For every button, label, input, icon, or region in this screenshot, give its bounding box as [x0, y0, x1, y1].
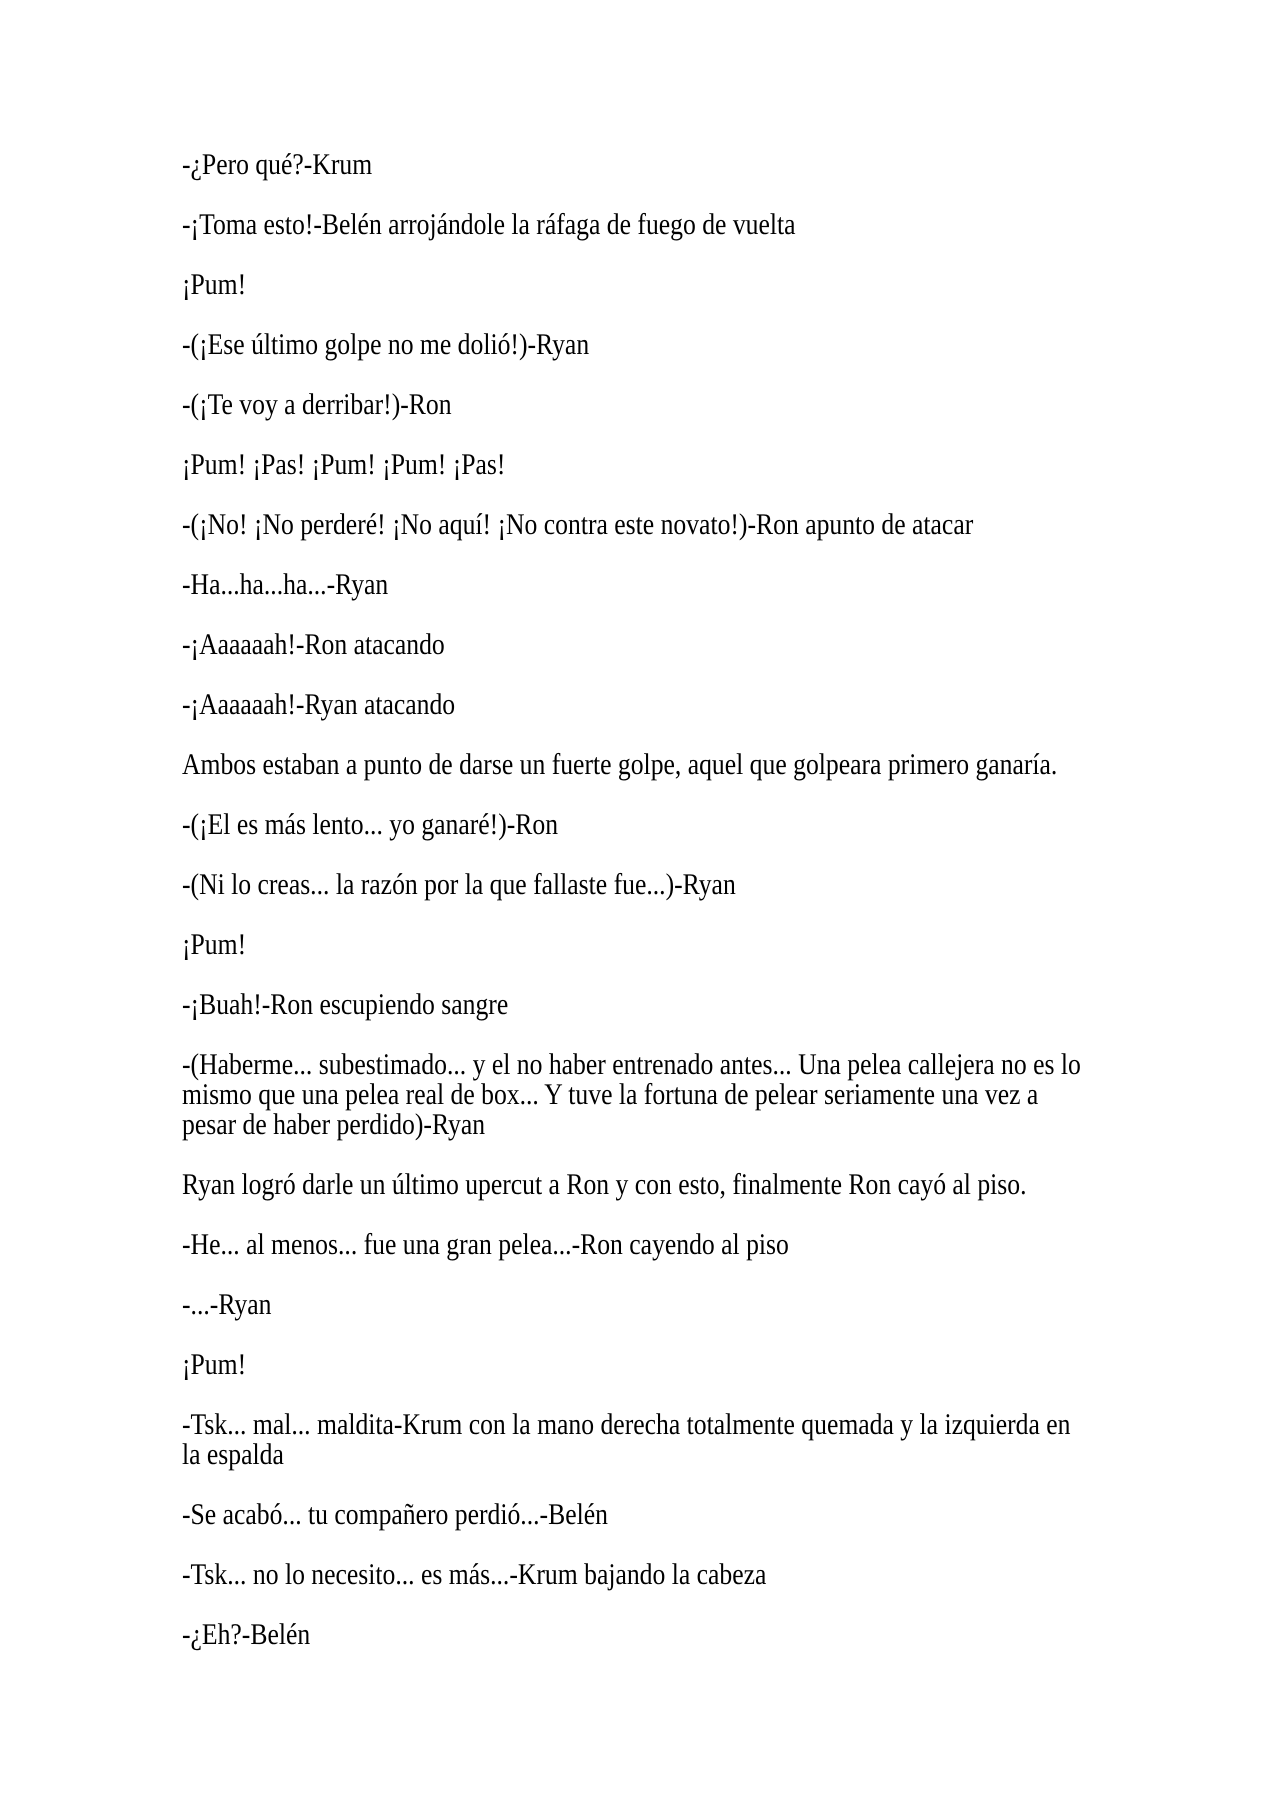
- paragraph: Ambos estaban a punto de darse un fuerte golpe, aquel que golpeara primero ganaría.: [182, 748, 1058, 781]
- paragraph: -Se acabó... tu compañero perdió...-Belén: [182, 1498, 608, 1531]
- paragraph: -Tsk... mal... maldita-Krum con la mano derecha totalmente quemada y la izquierda en la espalda: [182, 1408, 1071, 1471]
- paragraph: -(¡Te voy a derribar!)-Ron: [182, 388, 452, 421]
- paragraph: -(¡No! ¡No perderé! ¡No aquí! ¡No contra este novato!)-Ron apunto de atacar: [182, 508, 974, 541]
- paragraph: -Ha...ha...ha...-Ryan: [182, 568, 389, 601]
- paragraph: -¿Pero qué?-Krum: [182, 148, 373, 181]
- document-body: [182, 150, 1088, 1680]
- paragraph: -Tsk... no lo necesito... es más...-Krum bajando la cabeza: [182, 1558, 767, 1591]
- paragraph: -He... al menos... fue una gran pelea...-Ron cayendo al piso: [182, 1228, 789, 1261]
- paragraph: -(¡Ese último golpe no me dolió!)-Ryan: [182, 328, 590, 361]
- paragraph: Ryan logró darle un último upercut a Ron y con esto, finalmente Ron cayó al piso.: [182, 1168, 1027, 1201]
- paragraph: -(Haberme... subestimado... y el no haber entrenado antes... Una pelea callejera no es lo mismo que una pelea real de box... Y tuve la fortuna de pelear seriamente una vez a pesar de haber perdido)-Ryan: [182, 1048, 1081, 1141]
- paragraph: -(Ni lo creas... la razón por la que fallaste fue...)-Ryan: [182, 868, 736, 901]
- paragraph: -...-Ryan: [182, 1288, 272, 1321]
- paragraph: -¿Eh?-Belén: [182, 1618, 311, 1651]
- paragraph: -¡Toma esto!-Belén arrojándole la ráfaga de fuego de vuelta: [182, 208, 796, 241]
- paragraph: -¡Aaaaaah!-Ron atacando: [182, 628, 445, 661]
- paragraph: -¡Buah!-Ron escupiendo sangre: [182, 988, 509, 1021]
- paragraph: -(¡El es más lento... yo ganaré!)-Ron: [182, 808, 559, 841]
- paragraph: ¡Pum!: [182, 928, 247, 961]
- paragraph: ¡Pum! ¡Pas! ¡Pum! ¡Pum! ¡Pas!: [182, 448, 506, 481]
- paragraph: ¡Pum!: [182, 268, 247, 301]
- paragraph: -¡Aaaaaah!-Ryan atacando: [182, 688, 456, 721]
- paragraph: ¡Pum!: [182, 1348, 247, 1381]
